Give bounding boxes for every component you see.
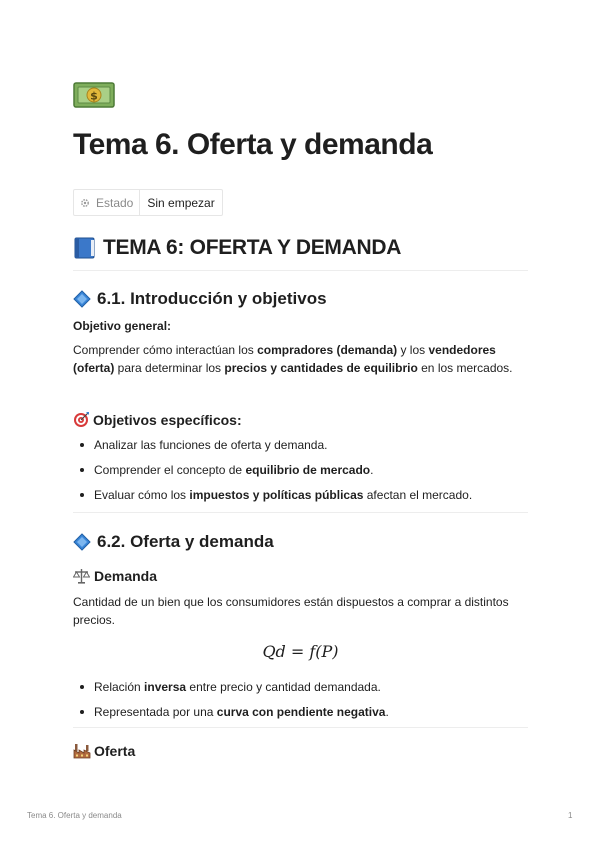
status-property[interactable] (73, 189, 223, 216)
demanda-definition: Cantidad de un bien que los consumidores están dispuestos a comprar a distintos precios. (73, 595, 509, 627)
status-value[interactable]: Sin empezar (147, 195, 215, 210)
list-item: Relación inversa entre precio y cantidad demandada. (73, 678, 528, 703)
list-item: Evaluar cómo los impuestos y políticas públicas afectan el mercado. (73, 486, 528, 511)
objetivo-general-text: Comprender cómo interactúan los compradores (demanda) y los vendedores (oferta) para determinar los precios y cantidades de equilibrio en los mercados. (73, 343, 513, 375)
svg-text:$: $ (90, 89, 98, 103)
list-item: Comprender el concepto de equilibrio de mercado. (73, 461, 528, 486)
list-item: Representada por una curva con pendiente negativa. (73, 703, 528, 728)
divider (73, 512, 528, 513)
footer-title: Tema 6. Oferta y demanda (27, 811, 122, 820)
objetivos-especificos-text: Objetivos específicos: (93, 411, 242, 428)
objetivos-list (73, 436, 528, 511)
demanda-list (73, 678, 528, 728)
objetivos-especificos-heading (73, 411, 242, 428)
divider (73, 727, 528, 728)
oferta-title: Oferta (94, 743, 136, 759)
blue-diamond-icon (73, 290, 91, 308)
demanda-heading (73, 568, 157, 584)
main-heading-text: TEMA 6: OFERTA Y DEMANDA (103, 236, 402, 259)
section-6-1-title: 6.1. Introducción y objetivos (97, 289, 327, 308)
gear-icon (80, 198, 90, 208)
main-heading (73, 236, 528, 271)
objetivo-general-label: Objetivo general: (73, 319, 172, 333)
money-icon (73, 80, 115, 110)
page-title: Tema 6. Oferta y demanda (73, 128, 433, 161)
demanda-title: Demanda (94, 568, 158, 584)
page-number: 1 (568, 811, 573, 820)
list-item: Analizar las funciones de oferta y demanda. (73, 436, 528, 461)
demand-formula: Qd = f(P) (262, 642, 339, 661)
scales-icon (73, 568, 90, 584)
blue-book-icon (73, 237, 97, 259)
section-6-2-heading (73, 532, 274, 552)
factory-icon (73, 743, 91, 759)
status-key-label: Estado (96, 195, 134, 210)
blue-diamond-icon (73, 533, 91, 551)
status-property-key (74, 190, 140, 215)
target-icon (73, 411, 90, 428)
section-6-1-heading (73, 289, 327, 309)
section-6-2-title: 6.2. Oferta y demanda (97, 532, 274, 551)
oferta-heading (73, 743, 135, 759)
